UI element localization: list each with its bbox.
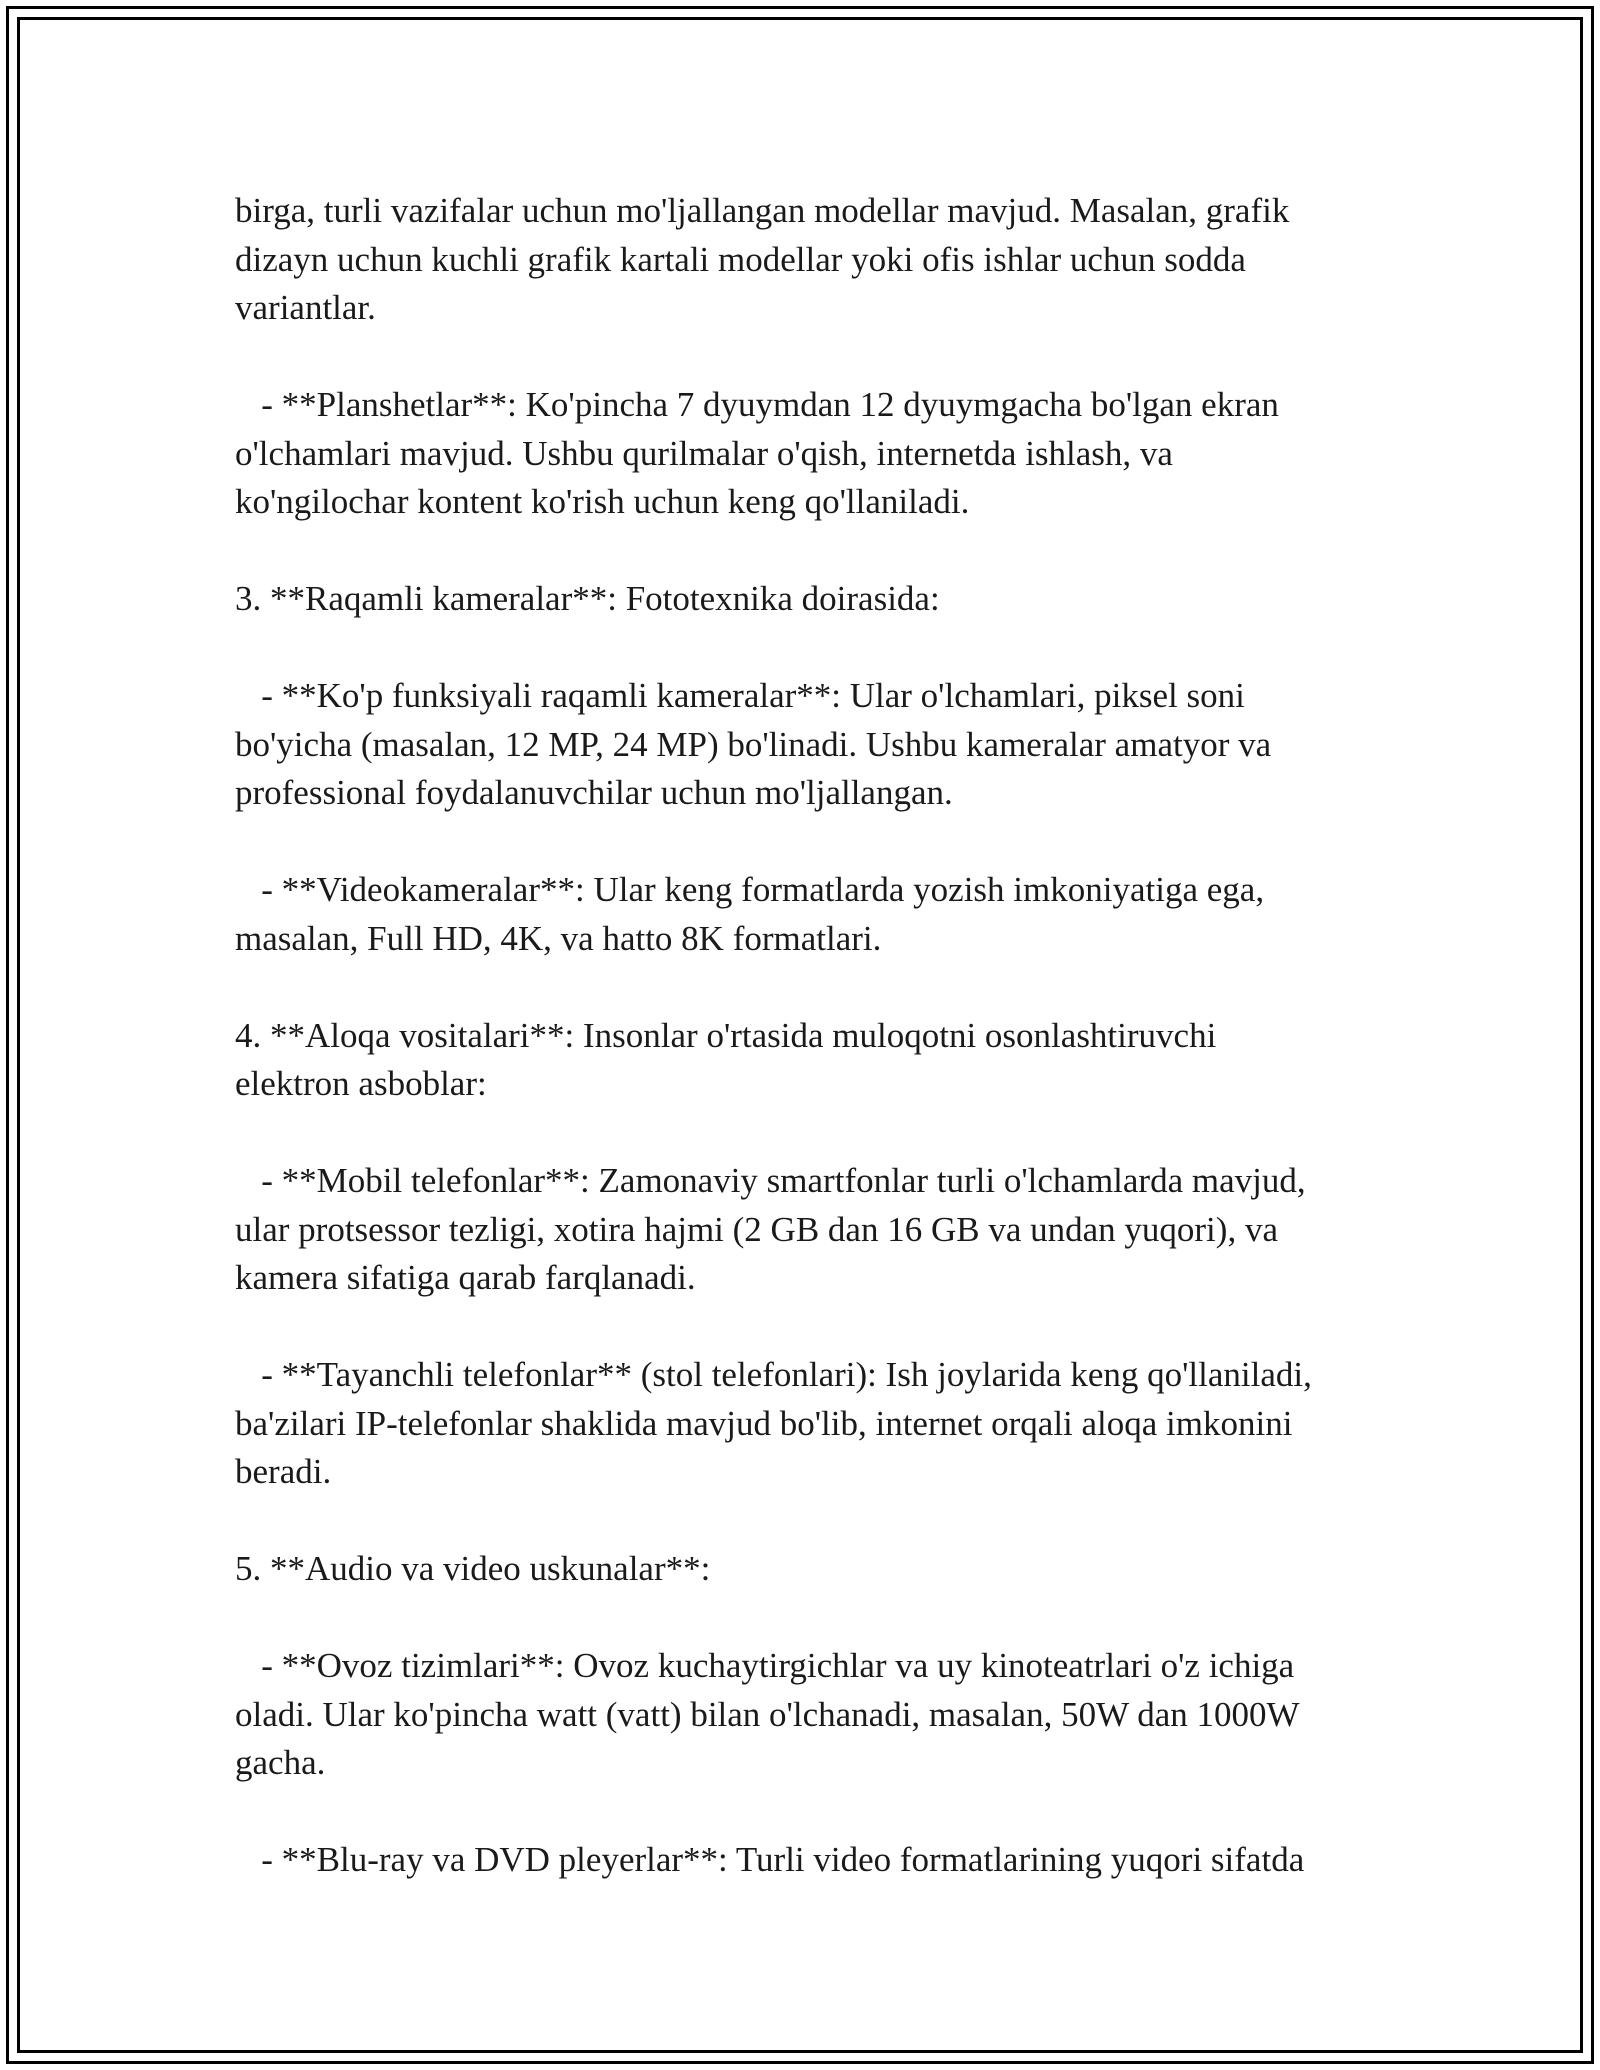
paragraph bbox=[235, 866, 1385, 963]
text-line: oladi. Ular ko'pincha watt (vatt) bilan o'lchanadi, masalan, 50W dan 1000W bbox=[235, 1694, 1300, 1734]
paragraph bbox=[235, 381, 1385, 527]
text-line: 4. **Aloqa vositalari**: Insonlar o'rtasida muloqotni osonlashtiruvchi bbox=[235, 1015, 1217, 1055]
text-line: - **Planshetlar**: Ko'pincha 7 dyuymdan 12 dyuymgacha bo'lgan ekran bbox=[235, 385, 1279, 424]
text-line: professional foydalanuvchilar uchun mo'ljallangan. bbox=[235, 773, 953, 812]
text-line: - **Mobil telefonlar**: Zamonaviy smartfonlar turli o'lchamlarda mavjud, bbox=[235, 1161, 1306, 1200]
text-line: gacha. bbox=[235, 1743, 326, 1782]
text-line: masalan, Full HD, 4K, va hatto 8K formatlari. bbox=[235, 918, 882, 958]
text-line: bo'yicha (masalan, 12 MP, 24 MP) bo'linadi. Ushbu kameralar amatyor va bbox=[235, 724, 1272, 764]
paragraph bbox=[235, 1157, 1385, 1303]
text-line: - **Ko'p funksiyali raqamli kameralar**: Ular o'lchamlari, piksel soni bbox=[235, 676, 1245, 715]
paragraph bbox=[235, 672, 1385, 818]
paragraph bbox=[235, 187, 1385, 333]
document-body bbox=[235, 187, 1385, 1885]
text-line: ko'ngilochar kontent ko'rish uchun keng qo'llaniladi. bbox=[235, 482, 970, 521]
text-line: ba'zilari IP-telefonlar shaklida mavjud bo'lib, internet orqali aloqa imkonini bbox=[235, 1403, 1293, 1443]
text-line: - **Blu-ray va DVD pleyerlar**: Turli video formatlarining yuqori sifatda bbox=[235, 1840, 1305, 1879]
paragraph bbox=[235, 1351, 1385, 1497]
paragraph bbox=[235, 1836, 1385, 1885]
paragraph bbox=[235, 1012, 1385, 1109]
text-line: - **Ovoz tizimlari**: Ovoz kuchaytirgichlar va uy kinoteatrlari o'z ichiga bbox=[235, 1646, 1295, 1685]
text-line: dizayn uchun kuchli grafik kartali modellar yoki ofis ishlar uchun sodda bbox=[235, 239, 1246, 279]
text-line: o'lchamlari mavjud. Ushbu qurilmalar o'qish, internetda ishlash, va bbox=[235, 433, 1173, 473]
text-line: - **Tayanchli telefonlar** (stol telefonlari): Ish joylarida keng qo'llaniladi, bbox=[235, 1355, 1312, 1394]
text-line: kamera sifatiga qarab farqlanadi. bbox=[235, 1258, 696, 1297]
text-line: variantlar. bbox=[235, 288, 376, 327]
text-line: - **Videokameralar**: Ular keng formatlarda yozish imkoniyatiga ega, bbox=[235, 870, 1265, 909]
paragraph bbox=[235, 1642, 1385, 1788]
text-line: 5. **Audio va video uskunalar**: bbox=[235, 1549, 711, 1588]
text-line: birga, turli vazifalar uchun mo'ljallangan modellar mavjud. Masalan, grafik bbox=[235, 191, 1290, 230]
paragraph bbox=[235, 575, 1385, 624]
text-line: elektron asboblar: bbox=[235, 1064, 487, 1103]
paragraph bbox=[235, 1545, 1385, 1594]
text-line: 3. **Raqamli kameralar**: Fototexnika doirasida: bbox=[235, 579, 940, 618]
text-line: beradi. bbox=[235, 1452, 332, 1491]
text-line: ular protsessor tezligi, xotira hajmi (2 GB dan 16 GB va undan yuqori), va bbox=[235, 1209, 1278, 1249]
